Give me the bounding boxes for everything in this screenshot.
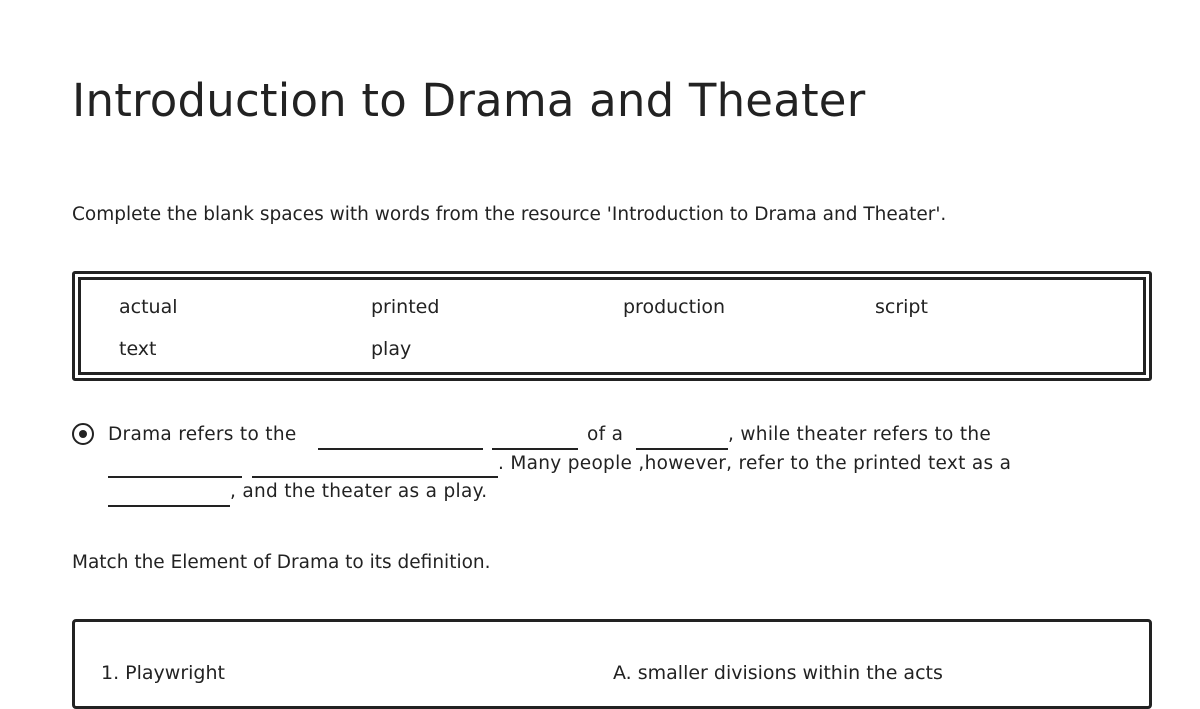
instruction-text: Complete the blank spaces with words from the resource 'Introduction to Drama and Theater'.: [72, 204, 947, 225]
word-bank-item: production: [623, 296, 726, 318]
blank-input-3[interactable]: [636, 448, 728, 450]
word-bank-item: printed: [371, 296, 440, 318]
word-bank: [72, 271, 1152, 381]
word-bank-item: text: [119, 338, 157, 360]
blank-input-2[interactable]: [492, 448, 578, 450]
fill-text-segment: , while theater refers to the: [728, 424, 992, 445]
fill-text-segment: of a: [587, 424, 624, 445]
word-bank-item: actual: [119, 296, 178, 318]
page-title: Introduction to Drama and Theater: [72, 74, 866, 127]
match-heading: Match the Element of Drama to its definition.: [72, 552, 491, 573]
blank-input-6[interactable]: [108, 505, 230, 507]
match-box: [72, 619, 1152, 709]
blank-input-5[interactable]: [252, 476, 498, 478]
fill-text-segment: , and the theater as a play.: [230, 481, 488, 502]
word-bank-item: play: [371, 338, 412, 360]
match-right-item: A. smaller divisions within the acts: [613, 662, 943, 684]
fill-text-segment: Drama refers to the: [108, 424, 297, 445]
word-bank-inner: [78, 277, 1146, 375]
match-left-item: 1. Playwright: [101, 662, 225, 684]
word-bank-item: script: [875, 296, 928, 318]
fill-text-segment: . Many people ,however, refer to the printed text as a: [498, 453, 1012, 474]
radio-selected-dot: [79, 430, 87, 438]
blank-input-1[interactable]: [318, 448, 483, 450]
blank-input-4[interactable]: [108, 476, 242, 478]
question-radio-button[interactable]: [72, 423, 94, 445]
